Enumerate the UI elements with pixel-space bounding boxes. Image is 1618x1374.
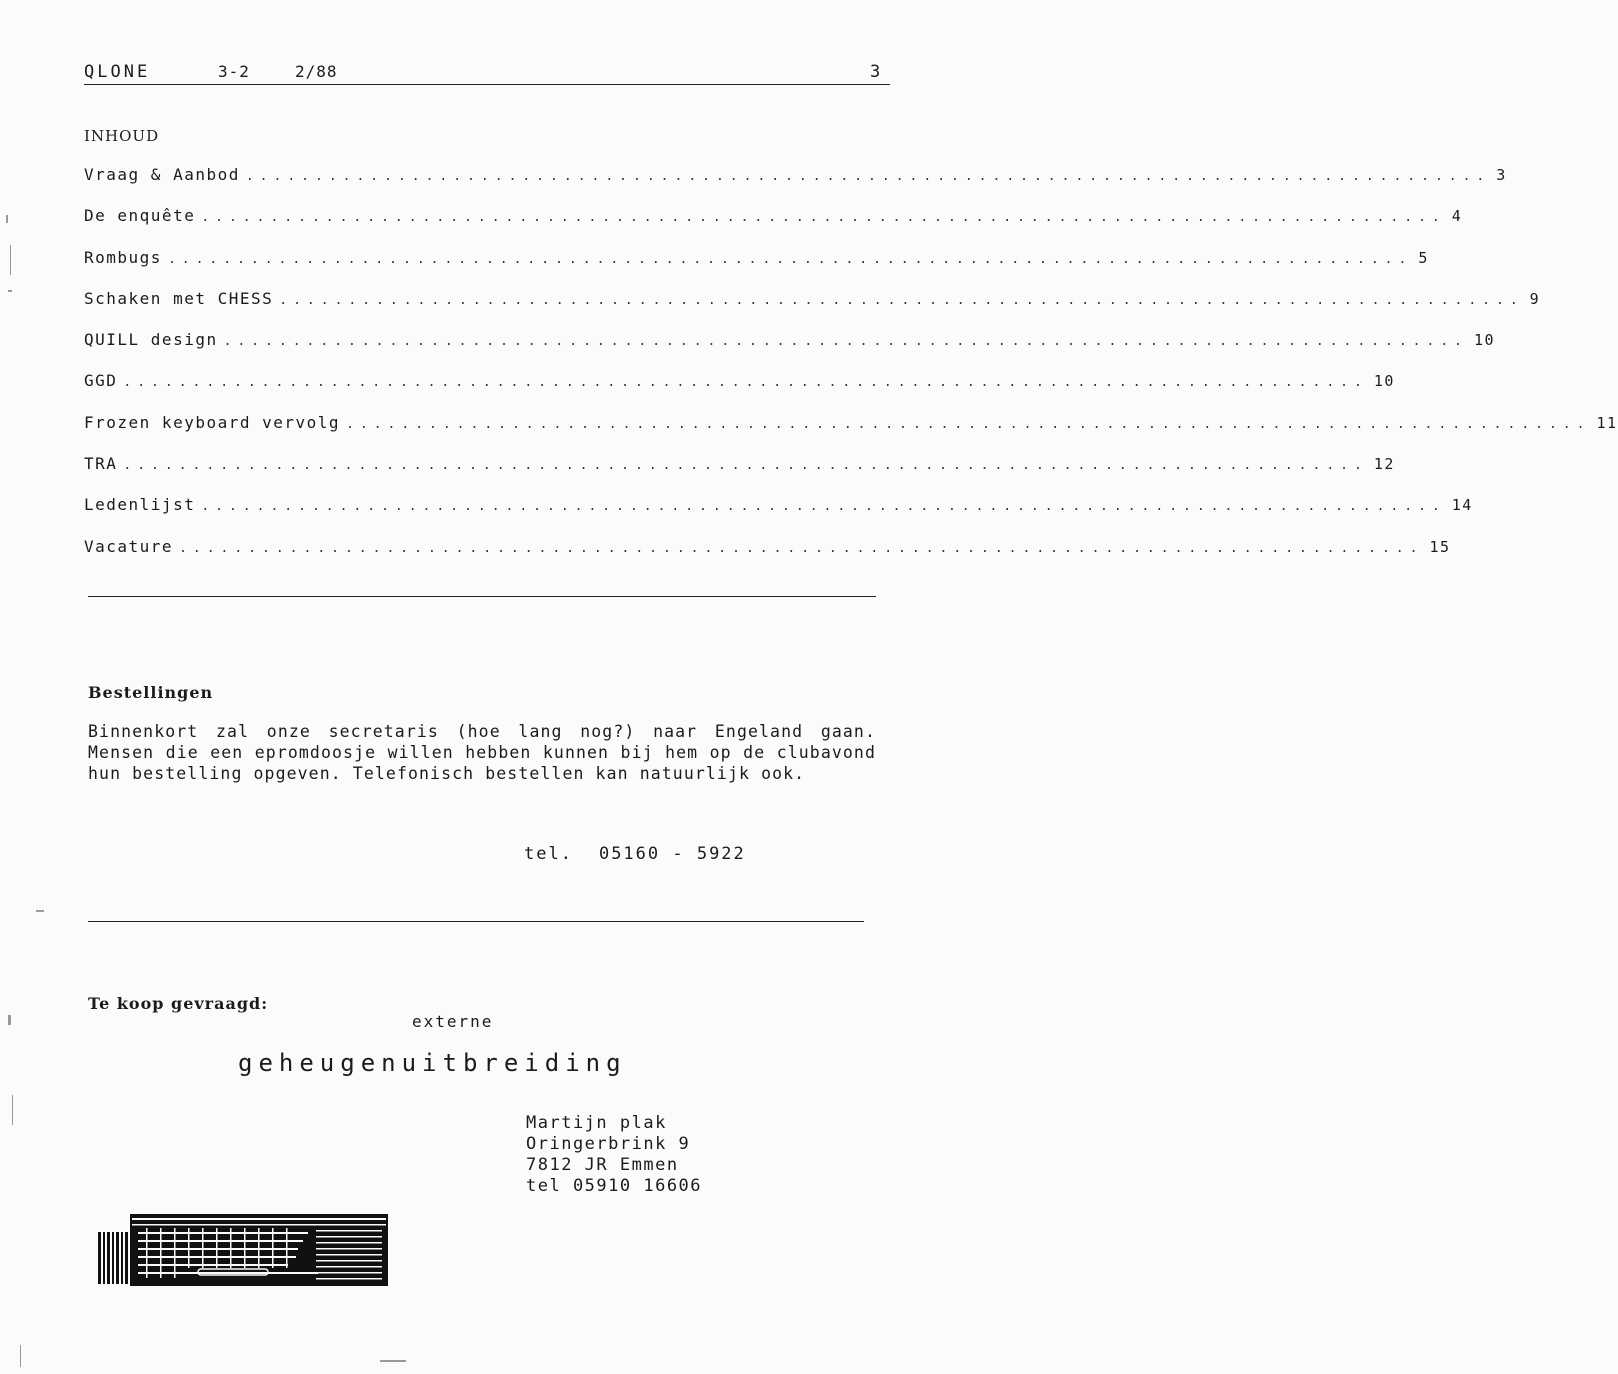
toc-entry <box>84 495 1473 536</box>
section-divider <box>88 596 876 597</box>
orders-paragraph: Binnenkort zal onze secretaris (hoe lang nog?) naar Engeland gaan. Mensen die een epromdoosje willen hebben kunnen bij hem op de clubavond hun bestelling opgeven. Telefonisch bestellen kan natuurlijk ook. <box>88 722 876 783</box>
toc-entry-title: QUILL design <box>84 330 218 350</box>
toc-entry-page: 15 <box>1429 537 1451 556</box>
toc-entry <box>84 371 1395 412</box>
page-number: 3 <box>870 62 881 82</box>
toc-leader: .......................................................................................... <box>179 540 1424 556</box>
phone-number: 05160 - 5922 <box>598 844 746 864</box>
toc-entry-page: 14 <box>1451 496 1473 515</box>
toc-entry-title: Rombugs <box>84 247 162 267</box>
toc-entry-page: 9 <box>1529 289 1541 308</box>
table-of-contents <box>84 165 1618 578</box>
section-divider <box>88 921 864 922</box>
toc-entry <box>84 288 1541 330</box>
toc-entry <box>84 536 1451 578</box>
toc-entry <box>84 247 1429 289</box>
toc-entry <box>84 206 1463 247</box>
issue-number: 3-2 <box>218 62 250 81</box>
wanted-heading: Te koop gevraagd: <box>88 994 269 1013</box>
toc-entry <box>84 165 1507 206</box>
toc-entry-page: 11 <box>1596 413 1618 432</box>
toc-leader: .......................................................................................... <box>123 375 1368 391</box>
toc-entry <box>84 330 1496 371</box>
toc-leader: .......................................................................................... <box>279 292 1524 308</box>
toc-entry-title: GGD <box>84 371 118 391</box>
contact-phone: tel 05910 16606 <box>526 1176 703 1196</box>
contact-address <box>526 1113 702 1197</box>
magazine-title: QLONE <box>84 62 151 82</box>
toc-entry-title: Vacature <box>84 536 174 556</box>
issue-date: 2/88 <box>295 62 338 81</box>
toc-entry-title: De enquête <box>84 206 196 226</box>
wanted-item-line1: externe <box>412 1012 494 1031</box>
contact-name: Martijn plak <box>526 1113 667 1133</box>
toc-entry-title: Schaken met CHESS <box>84 288 274 308</box>
orders-heading: Bestellingen <box>88 683 214 702</box>
toc-entry-page: 3 <box>1496 166 1507 184</box>
toc-leader: .......................................................................................... <box>123 458 1368 474</box>
orders-phone <box>524 844 772 864</box>
toc-leader: .......................................................................................... <box>346 416 1591 432</box>
toc-entry-page: 10 <box>1474 331 1496 350</box>
toc-leader: .......................................................................................... <box>167 251 1413 267</box>
contact-street: Oringerbrink 9 <box>526 1134 691 1154</box>
toc-entry-page: 12 <box>1373 455 1395 474</box>
wanted-item-line2: geheugenuitbreiding <box>238 1049 627 1077</box>
toc-entry-title: Ledenlijst <box>84 495 196 515</box>
toc-entry-title: Vraag & Aanbod <box>84 165 240 184</box>
toc-leader: .......................................................................................... <box>201 210 1446 226</box>
toc-leader: .......................................................................................... <box>245 169 1491 184</box>
toc-heading: INHOUD <box>84 127 160 145</box>
toc-entry-page: 10 <box>1373 372 1395 391</box>
toc-entry-page: 4 <box>1451 207 1463 226</box>
toc-entry <box>84 412 1618 454</box>
toc-entry-title: TRA <box>84 454 118 474</box>
phone-label: tel. <box>524 844 573 864</box>
header-divider <box>84 84 890 85</box>
toc-entry-page: 5 <box>1418 248 1429 267</box>
toc-leader: .......................................................................................... <box>223 334 1468 350</box>
toc-entry-title: Frozen keyboard vervolg <box>84 412 341 432</box>
toc-leader: .......................................................................................... <box>201 499 1446 515</box>
toc-entry <box>84 454 1395 495</box>
keyboard-icon <box>98 1214 394 1292</box>
contact-city: 7812 JR Emmen <box>526 1155 679 1175</box>
